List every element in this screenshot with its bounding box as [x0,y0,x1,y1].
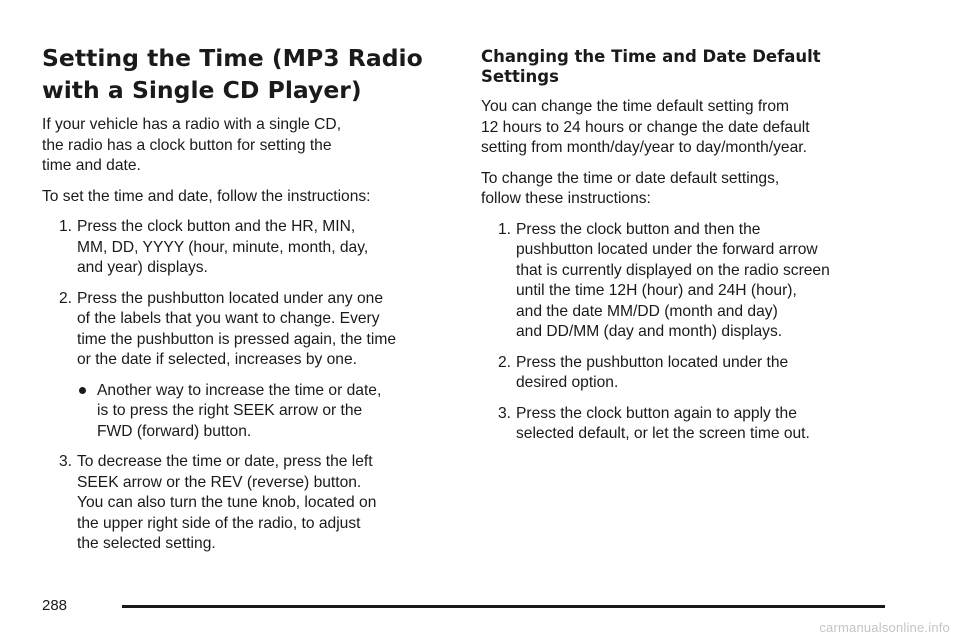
section-title-default-settings: Changing the Time and Date Default Settings [481,47,821,86]
bullet-note [77,381,452,443]
instructions-lead: To change the time or date default settings, follow these instructions: [481,169,780,207]
step-text: Press the clock button again to apply the selected default, or let the screen time out. [516,404,810,442]
bullet-text: Another way to increase the time or date, is to press the right SEEK arrow or the FWD (forward) button. [97,381,382,440]
intro-paragraph: If your vehicle has a radio with a single CD, the radio has a clock button for setting the time and date. [42,116,342,174]
list-item [42,289,452,443]
step-text: To decrease the time or date, press the left SEEK arrow or the REV (reverse) button. You can also turn the tune knob, located on the upper right side of the radio, to adjust the selected setting. [77,453,377,552]
list-item [481,220,911,343]
step-number: 1. [497,220,511,238]
list-item [481,353,911,394]
instructions-lead: To set the time and date, follow the instructions: [42,187,371,205]
left-column [42,42,452,565]
step-number: 3. [58,453,72,470]
list-item [481,404,911,445]
step-number: 3. [497,404,511,422]
section-title-setting-time: Setting the Time (MP3 Radio with a Single CD Player) [42,44,423,104]
step-text: Press the pushbutton located under any one of the labels that you want to change. Every time the pushbutton is pressed again, the time or the date if selected, increases by one. [77,289,396,368]
watermark: carmanualsonline.info [819,620,950,635]
footer-rule [122,605,885,608]
instructions-list [42,217,452,555]
step-number: 1. [58,218,72,235]
right-column [481,42,911,455]
list-item [42,217,452,279]
instructions-list [481,220,911,445]
bullet-dot-icon [79,387,86,394]
step-text: Press the clock button and the HR, MIN, MM, DD, YYYY (hour, minute, month, day, and year) displays. [77,218,369,276]
page-number: 288 [42,597,68,614]
step-number: 2. [58,289,72,307]
list-item [42,452,452,555]
page-footer [42,596,885,616]
step-text: Press the pushbutton located under the desired option. [516,353,789,391]
step-text: Press the clock button and then the pushbutton located under the forward arrow that is currently displayed on the radio screen until the time 12H (hour) and 24H (hour), and the date MM/DD (month and day) and DD/MM (day and month) displays. [516,220,830,340]
step-number: 2. [497,353,511,371]
intro-paragraph: You can change the time default setting from 12 hours to 24 hours or change the date default setting from month/day/year to day/month/year. [481,98,810,156]
